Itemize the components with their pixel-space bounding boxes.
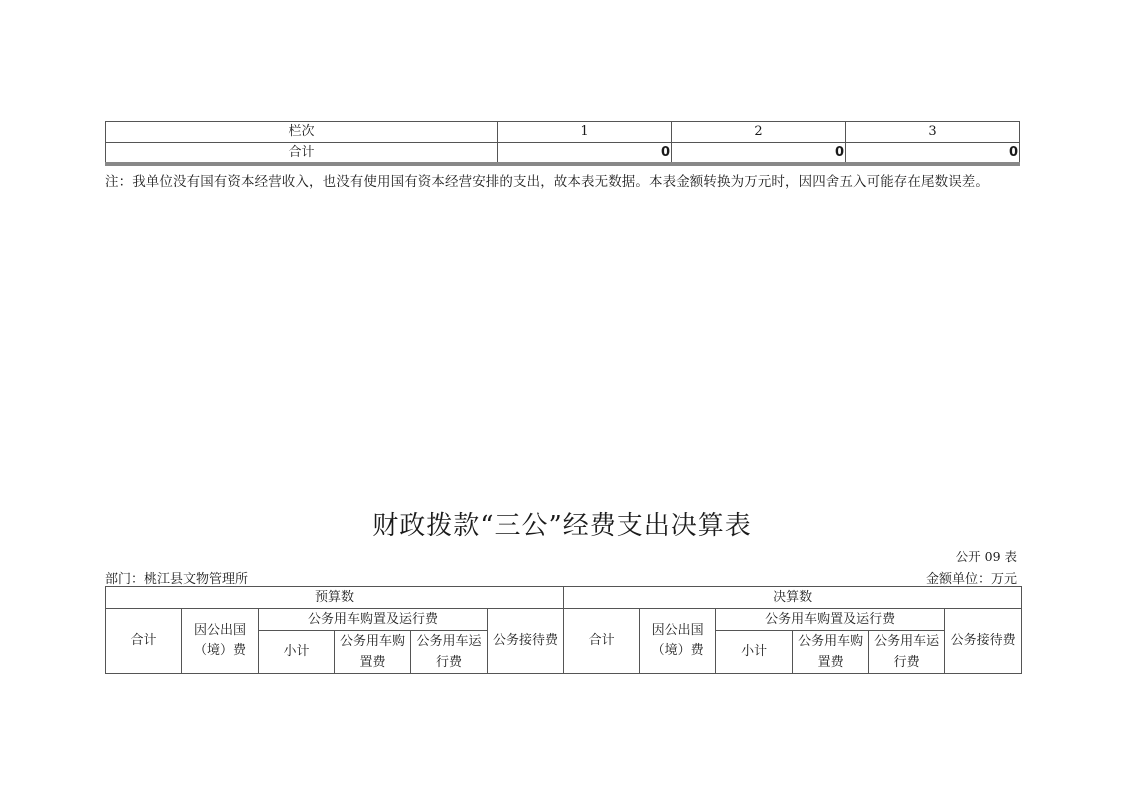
final-total-header: 合计 bbox=[564, 609, 640, 674]
department-label: 部门：桃江县文物管理所 bbox=[105, 572, 249, 587]
final-vehicle-group-header: 公务用车购置及运行费 bbox=[716, 609, 945, 631]
page-title: 财政拨款“三公”经费支出决算表 bbox=[372, 511, 752, 541]
table-note: 注：我单位没有国有资本经营收入，也没有使用国有资本经营安排的支出，故本表无数据。本表金额转换为万元时，因四舍五入可能存在尾数误差。 bbox=[105, 174, 989, 190]
total-value-1: 0 bbox=[498, 143, 672, 165]
amount-unit-label: 金额单位：万元 bbox=[925, 572, 1017, 587]
total-label: 合计 bbox=[106, 143, 498, 165]
group-header-row bbox=[106, 587, 1022, 609]
category-header-row bbox=[106, 609, 1022, 631]
final-vehicle-purchase-header: 公务用车购置费 bbox=[793, 631, 869, 674]
three-public-expenses-table bbox=[105, 586, 1022, 674]
total-value-2: 0 bbox=[672, 143, 846, 165]
final-vehicle-operation-header: 公务用车运行费 bbox=[869, 631, 945, 674]
column-number-1: 1 bbox=[498, 122, 672, 143]
total-value-3: 0 bbox=[846, 143, 1020, 165]
final-reception-header: 公务接待费 bbox=[945, 609, 1022, 674]
budget-total-header: 合计 bbox=[106, 609, 182, 674]
column-number-3: 3 bbox=[846, 122, 1020, 143]
final-group-header: 决算数 bbox=[564, 587, 1022, 609]
budget-abroad-header: 因公出国（境）费 bbox=[182, 609, 259, 674]
column-number-label: 栏次 bbox=[106, 122, 498, 143]
column-number-2: 2 bbox=[672, 122, 846, 143]
budget-group-header: 预算数 bbox=[106, 587, 564, 609]
column-number-table bbox=[105, 121, 1020, 166]
final-subtotal-header: 小计 bbox=[716, 631, 793, 674]
form-code: 公开 09 表 bbox=[955, 549, 1017, 564]
total-row bbox=[106, 143, 1020, 165]
budget-vehicle-purchase-header: 公务用车购置费 bbox=[335, 631, 411, 674]
column-number-row bbox=[106, 122, 1020, 143]
final-abroad-header: 因公出国（境）费 bbox=[640, 609, 716, 674]
budget-subtotal-header: 小计 bbox=[259, 631, 335, 674]
budget-reception-header: 公务接待费 bbox=[488, 609, 564, 674]
budget-vehicle-group-header: 公务用车购置及运行费 bbox=[259, 609, 488, 631]
budget-vehicle-operation-header: 公务用车运行费 bbox=[411, 631, 488, 674]
